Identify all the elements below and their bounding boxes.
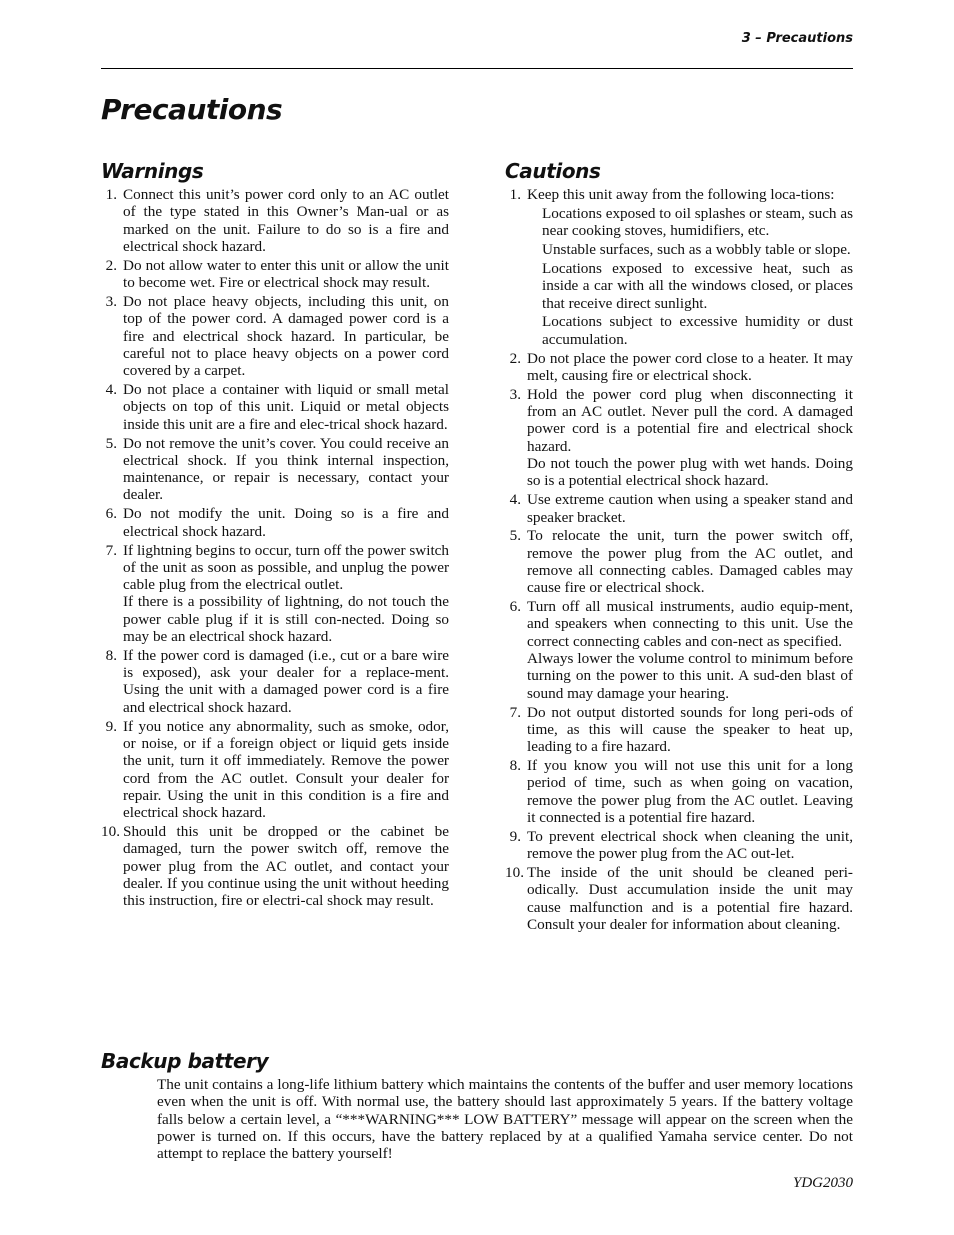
cautions-item (505, 350, 853, 385)
item-number: 2. (105, 256, 117, 274)
item-text: Should this unit be dropped or the cabinet be damaged, turn the power switch off, remove the power plug from the AC outlet, and contact your dealer. If you continue using the unit without heeding this instruction, fire or electri-cal shock may result. (123, 823, 449, 910)
warnings-item (101, 542, 449, 646)
item-number: 8. (105, 646, 117, 664)
item-text: Do not place the power cord close to a heater. It may melt, causing fire or electrical shock. (527, 349, 853, 384)
item-number: 8. (509, 757, 521, 775)
warnings-item (101, 718, 449, 822)
cautions-item (505, 864, 853, 933)
item-text: Do not modify the unit. Doing so is a fire and electrical shock hazard. (123, 505, 449, 540)
item-number: 10. (505, 864, 524, 881)
running-header: 3 – Precautions (741, 31, 853, 46)
item-number: 1. (509, 186, 521, 203)
item-text: Do not remove the unit’s cover. You could receive an electrical shock. If you think internal inspection, maintenance, or repair is necessary, contact your dealer. (123, 434, 449, 504)
item-number: 6. (105, 505, 117, 523)
sub-item-text: Locations exposed to excessive heat, such as inside a car with all the windows closed, or places that receive direct sunlight. (542, 259, 853, 312)
cautions-item (505, 186, 853, 348)
item-text: Connect this unit’s power cord only to an AC outlet of the type stated in this Owner’s Man-ual or as marked on the unit. Failure to do so is a fire and electrical shock hazard. (123, 186, 449, 255)
cautions-item (505, 386, 853, 490)
item-text: The inside of the unit should be cleaned peri-odically. Dust accumulation inside the unit may cause malfunction and is a potential fire hazard. Consult your dealer for information about cleaning. (527, 864, 853, 933)
item-number: 7. (105, 541, 117, 559)
cautions-item (505, 704, 853, 756)
cautions-heading: Cautions (505, 159, 601, 183)
sub-item-text: Locations exposed to oil splashes or steam, such as near cooking stoves, humidifiers, etc. (542, 204, 853, 240)
page-title: Precautions (101, 93, 283, 126)
item-number: 4. (105, 381, 117, 399)
cautions-item (505, 598, 853, 702)
backup-battery-text: The unit contains a long-life lithium battery which maintains the contents of the buffer and user memory locations even when the unit is off. With normal use, the battery should last approximately 5 years. If the battery voltage falls below a certain level, a “***WARNING*** LOW BATTERY” message will appear on the screen when the power is turned on. If this occurs, have the battery replaced by at a qualified Yamaha service center. Do not attempt to replace the battery yourself! (157, 1076, 853, 1163)
item-text: Turn off all musical instruments, audio equip-ment, and speakers when connecting to this unit. Use the correct connecting cables and con-nect as specified. (527, 598, 853, 650)
warnings-item (101, 435, 449, 504)
item-number: 1. (105, 186, 117, 203)
warnings-item (101, 381, 449, 433)
item-number: 3. (509, 385, 521, 403)
item-number: 9. (509, 827, 521, 845)
item-text: If lightning begins to occur, turn off the power switch of the unit as soon as possible, and unplug the power cable plug from the electrical outlet. (123, 541, 449, 594)
item-text: Do not allow water to enter this unit or allow the unit to become wet. Fire or electrical shock may result. (123, 256, 449, 292)
cautions-item (505, 757, 853, 826)
cautions-list (505, 186, 853, 933)
sub-item-text: Locations subject to excessive humidity or dust accumulation. (542, 313, 853, 348)
item-number: 3. (105, 292, 117, 310)
item-text: Keep this unit away from the following loca-tions: (527, 186, 835, 203)
item-number: 7. (509, 703, 521, 721)
warnings-heading: Warnings (101, 159, 204, 183)
warnings-item (101, 823, 449, 909)
sub-item-text: Unstable surfaces, such as a wobbly table or slope. (542, 241, 851, 259)
item-text: If there is a possibility of lightning, do not touch the power cable plug if it is still con-nected. Doing so may be an electrical shock hazard. (123, 593, 449, 645)
item-text: If you know you will not use this unit for a long period of time, such as when going on vacation, remove the power plug from the AC outlet. Leaving it connected is a potential fire hazard. (527, 757, 853, 826)
item-number: 6. (509, 598, 521, 616)
warnings-item (101, 505, 449, 540)
item-text: Do not output distorted sounds for long peri-ods of time, as this will cause the speaker to heat up, leading to a fire hazard. (527, 703, 853, 756)
item-number: 5. (105, 434, 117, 452)
item-number: 9. (105, 717, 117, 735)
item-text: To relocate the unit, turn the power switch off, remove the power plug from the AC outlet, and remove all connecting cables. Damaged cables may cause fire or electrical shock. (527, 527, 853, 597)
cautions-item (505, 828, 853, 863)
warnings-list (101, 186, 449, 910)
item-text: Hold the power cord plug when disconnecting it from an AC outlet. Never pull the cord. A damaged power cord is a potential fire and electrical shock hazard. (527, 385, 853, 455)
item-text: To prevent electrical shock when cleaning the unit, remove the power plug from the AC out-let. (527, 827, 853, 863)
item-text: If the power cord is damaged (i.e., cut or a bare wire is exposed), ask your dealer for a replace-ment. Using the unit with a damaged power cord is a fire and electrical shock hazard. (123, 646, 449, 716)
cautions-item (505, 527, 853, 596)
item-text: Do not place a container with liquid or small metal objects on top of this unit. Liquid or metal objects inside this unit are a fire and elec-trical shock hazard. (123, 381, 449, 433)
item-text: Do not touch the power plug with wet hands. Doing so is a potential electrical shock hazard. (527, 455, 853, 490)
item-number: 4. (509, 491, 521, 509)
item-number: 10. (101, 823, 120, 841)
warnings-item (101, 647, 449, 716)
warnings-section (101, 158, 449, 911)
header-rule (101, 68, 853, 69)
item-text: Always lower the volume control to minimum before turning on the power to this unit. A sud-den blast of sound may damage your hearing. (527, 650, 853, 702)
item-text: Do not place heavy objects, including this unit, on top of the power cord. A damaged power cord is a fire and electrical shock hazard. In particular, be careful not to place heavy objects on a power cord covered by a carpet. (123, 292, 449, 380)
item-number: 5. (509, 527, 521, 545)
item-text: Use extreme caution when using a speaker stand and speaker bracket. (527, 491, 853, 526)
warnings-item (101, 186, 449, 255)
model-footer: YDG2030 (792, 1175, 853, 1191)
backup-battery-section (101, 1048, 853, 1162)
item-number: 2. (509, 349, 521, 367)
item-text: If you notice any abnormality, such as smoke, odor, or noise, or if a foreign object or liquid gets inside the unit, turn it off immediately. Remove the power cord from the AC outlet. Consult your dealer for repair. Using the unit in this condition is a fire and electrical shock hazard. (123, 717, 449, 822)
cautions-item (505, 491, 853, 526)
cautions-section (505, 158, 853, 935)
backup-battery-heading: Backup battery (101, 1049, 269, 1073)
warnings-item (101, 257, 449, 292)
warnings-item (101, 293, 449, 379)
